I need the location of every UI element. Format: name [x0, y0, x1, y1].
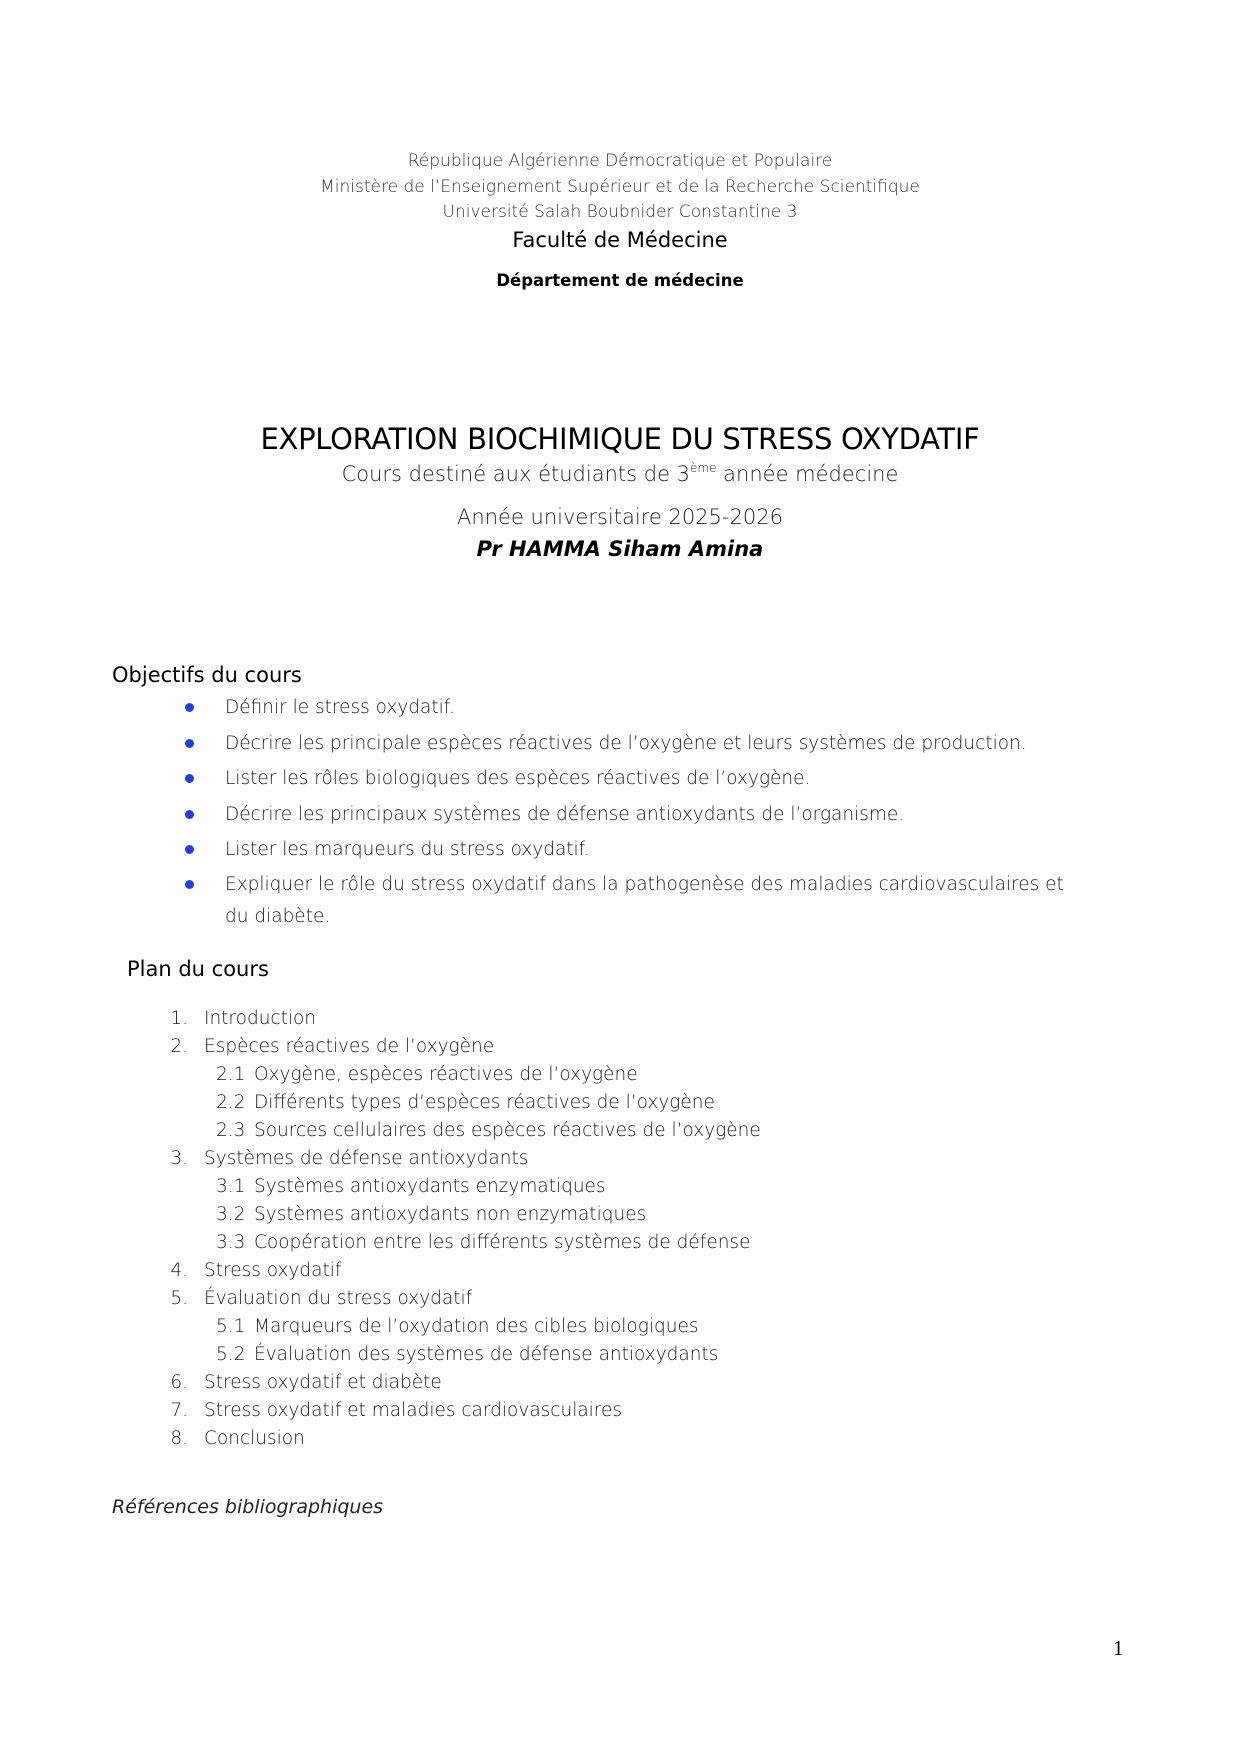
plan-item: 5. Évaluation du stress oxydatif: [170, 1288, 473, 1309]
plan-item: 8. Conclusion: [170, 1428, 305, 1449]
bullet-dot-icon: [185, 739, 194, 748]
bullet-dot-icon: [185, 880, 194, 889]
department-name: Département de médecine: [496, 271, 744, 290]
subtitle-superscript: ème: [690, 461, 717, 475]
objective-item: Expliquer le rôle du stress oxydatif dans la pathogenèse des maladies cardiovasculaires et du diabète.: [190, 869, 1090, 933]
plan-subitem: 5.1 Marqueurs de l’oxydation des cibles biologiques: [216, 1316, 699, 1337]
plan-subitem: 2.3 Sources cellulaires des espèces réactives de l’oxygène: [216, 1120, 761, 1141]
course-subtitle: [0, 462, 1240, 486]
plan-subitem: 2.2 Différents types d’espèces réactives de l’oxygène: [216, 1092, 715, 1113]
faculty-name: Faculté de Médecine: [512, 228, 728, 252]
subtitle-text-before: Cours destiné aux étudiants de 3: [341, 462, 691, 486]
objectives-heading: Objectifs du cours: [112, 663, 302, 687]
author-name: Pr HAMMA Siham Amina: [476, 537, 764, 561]
objective-item: Lister les rôles biologiques des espèces réactives de l’oxygène.: [190, 763, 1090, 795]
university-line: Université Salah Boubnider Constantine 3: [442, 202, 798, 222]
plan-subitem: 2.1 Oxygène, espèces réactives de l’oxygène: [216, 1064, 638, 1085]
plan-item: 1. Introduction: [170, 1008, 317, 1029]
plan-item: 2. Espèces réactives de l’oxygène: [170, 1036, 495, 1057]
plan-item: 6. Stress oxydatif et diabète: [170, 1372, 442, 1393]
subtitle-text-after: année médecine: [716, 462, 899, 486]
plan-subitem: 3.1 Systèmes antioxydants enzymatiques: [216, 1176, 606, 1197]
course-title: EXPLORATION BIOCHIMIQUE DU STRESS OXYDATIF: [260, 422, 980, 456]
references-label: Références bibliographiques: [112, 1496, 384, 1518]
plan-item: 4. Stress oxydatif: [170, 1260, 342, 1281]
academic-year: Année universitaire 2025-2026: [457, 505, 783, 529]
objective-item: Lister les marqueurs du stress oxydatif.: [190, 834, 1090, 866]
page-number: 1: [1113, 1636, 1124, 1660]
objective-item: Décrire les principaux systèmes de défense antioxydants de l’organisme.: [190, 799, 1090, 831]
bullet-dot-icon: [185, 703, 194, 712]
plan-heading: Plan du cours: [127, 957, 269, 981]
plan-subitem: 3.2 Systèmes antioxydants non enzymatiques: [216, 1204, 647, 1225]
republic-line: République Algérienne Démocratique et Populaire: [407, 151, 833, 171]
objective-item: Définir le stress oxydatif.: [190, 692, 1090, 724]
ministry-line: Ministère de l’Enseignement Supérieur et de la Recherche Scientifique: [320, 177, 920, 197]
plan-item: 3. Systèmes de défense antioxydants: [170, 1148, 529, 1169]
plan-subitem: 3.3 Coopération entre les différents systèmes de défense: [216, 1232, 751, 1253]
objective-item: Décrire les principale espèces réactives de l’oxygène et leurs systèmes de production.: [190, 728, 1090, 760]
bullet-dot-icon: [185, 774, 194, 783]
bullet-dot-icon: [185, 810, 194, 819]
plan-item: 7. Stress oxydatif et maladies cardiovasculaires: [170, 1400, 623, 1421]
bullet-dot-icon: [185, 845, 194, 854]
plan-subitem: 5.2 Évaluation des systèmes de défense antioxydants: [216, 1344, 719, 1365]
